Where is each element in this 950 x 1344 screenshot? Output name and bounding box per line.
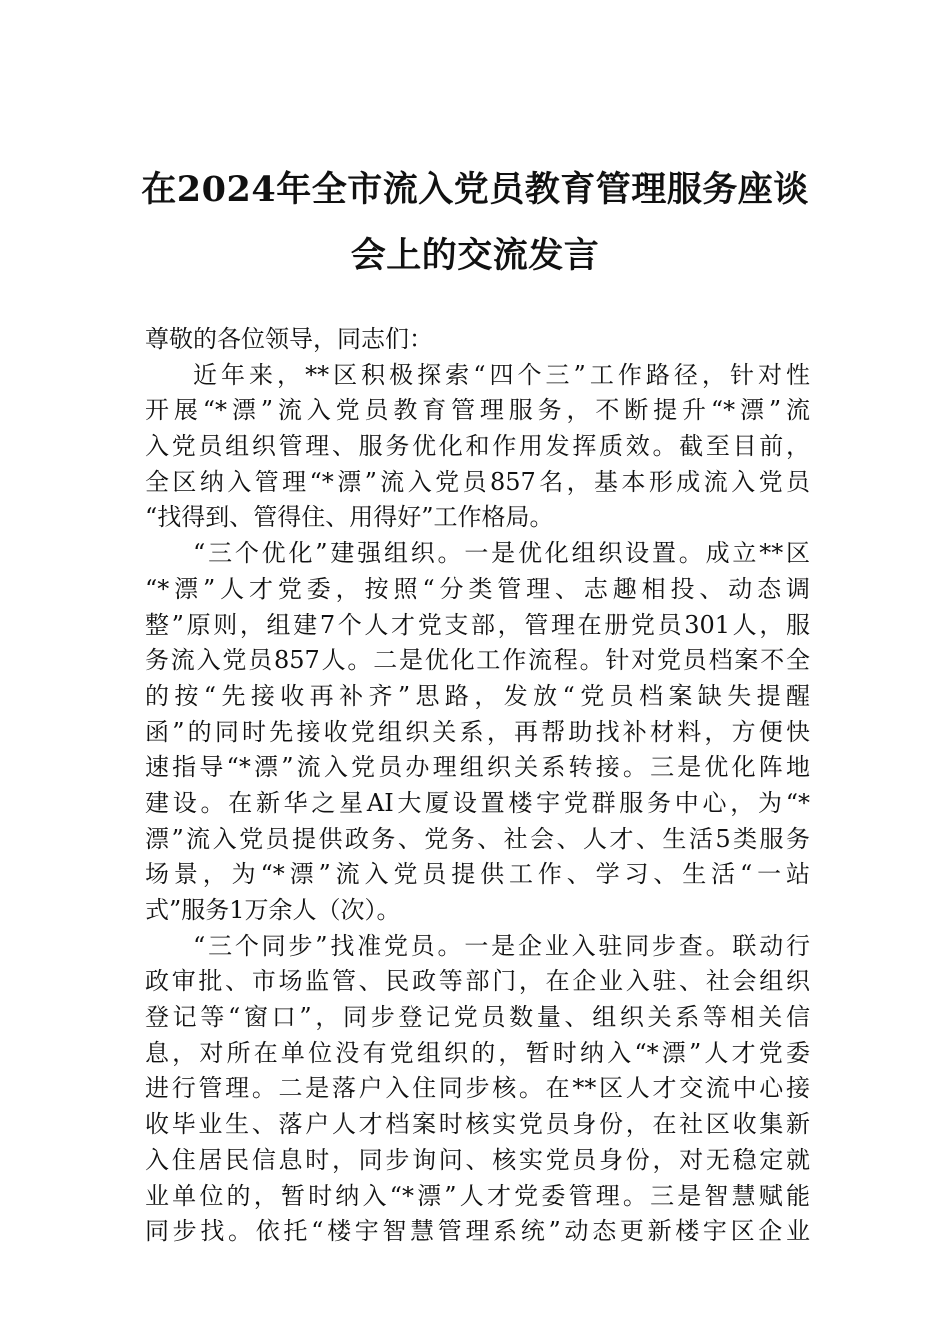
paragraph-line: 近年来，**区积极探索“四个三”工作路径，针对性 (193, 360, 810, 389)
paragraph-line: 开展“*漂”流入党员教育管理服务，不断提升“*漂”流 (145, 396, 810, 425)
document-title-line-1: 在2024年全市流入党员教育管理服务座谈 (141, 169, 809, 210)
document-title-line-2: 会上的交流发言 (350, 235, 600, 276)
document-body (145, 322, 810, 1250)
paragraph-line: 的按“先接收再补齐”思路，发放“党员档案缺失提醒 (145, 681, 810, 710)
paragraph-line: 整”原则，组建7个人才党支部，管理在册党员301人，服 (145, 610, 810, 639)
paragraph-line: 入住居民信息时，同步询问、核实党员身份，对无稳定就 (145, 1145, 810, 1174)
paragraph-line: 全区纳入管理“*漂”流入党员857名，基本形成流入党员 (145, 467, 810, 496)
paragraph-line: 建设。在新华之星AI大厦设置楼宇党群服务中心，为“* (145, 788, 810, 817)
paragraph-line: 收毕业生、落户人才档案时核实党员身份，在社区收集新 (145, 1110, 810, 1139)
paragraph-line: “找得到、管得住、用得好”工作格局。 (145, 503, 554, 532)
salutation: 尊敬的各位领导，同志们： (145, 325, 433, 353)
paragraph-line: 业单位的，暂时纳入“*漂”人才党委管理。三是智慧赋能 (145, 1181, 810, 1210)
paragraph-line: 入党员组织管理、服务优化和作用发挥质效。截至目前， (145, 432, 810, 461)
paragraph-line: 进行管理。二是落户入住同步核。在**区人才交流中心接 (145, 1074, 810, 1103)
paragraph-line: 速指导“*漂”流入党员办理组织关系转接。三是优化阵地 (145, 753, 810, 782)
paragraph-line: 登记等“窗口”，同步登记党员数量、组织关系等相关信 (145, 1003, 810, 1032)
paragraph-line: “三个优化”建强组织。一是优化组织设置。成立**区 (193, 539, 810, 568)
paragraph-line: 政审批、市场监管、民政等部门，在企业入驻、社会组织 (145, 967, 810, 996)
paragraph-line: 函”的同时先接收党组织关系，再帮助找补材料，方便快 (145, 717, 810, 746)
paragraph-line: 式”服务1万余人（次）。 (145, 896, 401, 924)
paragraph-line: “三个同步”找准党员。一是企业入驻同步查。联动行 (193, 931, 810, 960)
paragraph-line: 息，对所在单位没有党组织的，暂时纳入“*漂”人才党委 (145, 1038, 810, 1067)
paragraph-line: 同步找。依托“楼宇智慧管理系统”动态更新楼宇区企业 (145, 1217, 810, 1246)
paragraph-line: 场景，为“*漂”流入党员提供工作、学习、生活“一站 (145, 860, 810, 889)
paragraph-line: 务流入党员857人。二是优化工作流程。针对党员档案不全 (145, 646, 810, 675)
paragraph-line: “*漂”人才党委，按照“分类管理、志趣相投、动态调 (145, 574, 810, 603)
paragraph-line: 漂”流入党员提供政务、党务、社会、人才、生活5类服务 (145, 824, 810, 853)
